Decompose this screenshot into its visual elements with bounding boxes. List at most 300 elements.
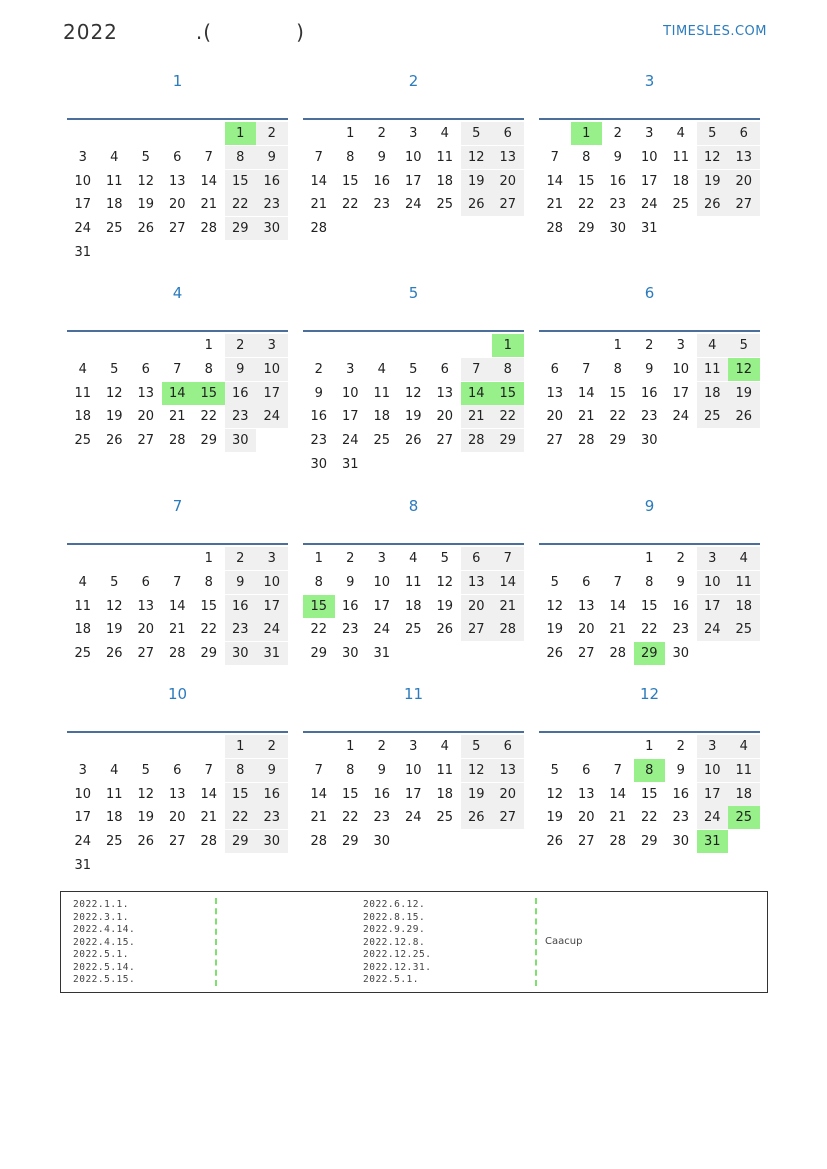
day-cell: 2 xyxy=(645,338,654,353)
day-cell: 18 xyxy=(105,197,123,213)
day-cell: 3 xyxy=(78,149,87,165)
month-rule xyxy=(303,543,524,545)
day-cell: 25 xyxy=(436,810,454,826)
day-cell: 24 xyxy=(373,622,391,638)
day-cell: 7 xyxy=(173,361,182,377)
day-cell: 9 xyxy=(645,361,654,377)
day-cell: 9 xyxy=(225,571,257,594)
day-cell: 24 xyxy=(256,618,288,641)
day-cell: 18 xyxy=(373,409,391,425)
day-cell: 27 xyxy=(168,221,186,237)
day-cell: 6 xyxy=(173,762,182,778)
day-cell: 8 xyxy=(204,574,213,590)
day-cell: 27 xyxy=(137,433,155,449)
day-cell: 7 xyxy=(613,574,622,590)
day-cell: 29 xyxy=(609,433,627,449)
day-cell: 15 xyxy=(341,786,359,802)
legend-date: 2022.9.29. xyxy=(363,924,426,935)
day-cell: 20 xyxy=(492,170,524,193)
day-cell: 15 xyxy=(303,595,335,618)
day-cell: 31 xyxy=(74,245,92,260)
day-cell: 29 xyxy=(634,642,666,665)
month-rule xyxy=(303,118,524,120)
day-cell: 18 xyxy=(697,382,729,405)
day-cell: 21 xyxy=(546,197,564,213)
month-rule xyxy=(539,543,760,545)
day-cell: 7 xyxy=(173,574,182,590)
month-name: 3 xyxy=(644,72,655,90)
day-cell: 27 xyxy=(728,193,760,216)
legend-date: 2022.12.31. xyxy=(363,961,432,973)
day-cell: 7 xyxy=(582,361,591,377)
day-cell: 8 xyxy=(613,361,622,377)
month-rule xyxy=(67,330,288,332)
day-cell: 27 xyxy=(492,806,524,829)
day-cell: 7 xyxy=(204,762,213,778)
day-cell: 27 xyxy=(137,646,155,662)
day-cell: 21 xyxy=(310,197,328,213)
day-cell: 2 xyxy=(613,126,622,141)
legend-date: 2022.12.25. xyxy=(363,949,432,960)
day-cell: 4 xyxy=(697,334,729,357)
title-year: 2022 xyxy=(63,20,118,44)
day-cell: 4 xyxy=(440,126,449,141)
day-cell: 12 xyxy=(697,146,729,169)
day-cell: 1 xyxy=(204,551,213,566)
day-cell: 8 xyxy=(634,759,666,782)
day-cell: 30 xyxy=(341,646,359,662)
day-cell: 23 xyxy=(640,409,658,425)
day-cell: 27 xyxy=(168,834,186,850)
day-cell: 17 xyxy=(640,173,658,189)
legend-date: 2022.5.15. xyxy=(73,974,136,985)
day-cell: 17 xyxy=(74,810,92,826)
day-cell: 29 xyxy=(200,646,218,662)
day-cell: 8 xyxy=(314,574,323,590)
day-cell: 21 xyxy=(492,595,524,618)
day-cell: 26 xyxy=(697,193,729,216)
month-rule xyxy=(539,330,760,332)
month-name: 2 xyxy=(408,72,419,90)
day-cell: 3 xyxy=(409,739,418,754)
legend-date: 2022.8.15. xyxy=(363,911,426,923)
day-cell: 17 xyxy=(404,786,422,802)
day-cell: 14 xyxy=(609,598,627,614)
day-cell: 26 xyxy=(546,646,564,662)
month-rule xyxy=(67,543,288,545)
day-cell: 16 xyxy=(609,173,627,189)
day-cell: 16 xyxy=(225,382,257,405)
day-cell: 26 xyxy=(137,221,155,237)
day-cell: 16 xyxy=(672,786,690,802)
day-cell: 8 xyxy=(346,762,355,778)
day-cell: 1 xyxy=(613,338,622,353)
day-cell: 3 xyxy=(697,735,729,758)
day-cell: 20 xyxy=(168,197,186,213)
day-cell: 19 xyxy=(728,382,760,405)
day-cell: 23 xyxy=(341,622,359,638)
day-cell: 31 xyxy=(640,221,658,237)
day-cell: 16 xyxy=(672,598,690,614)
day-cell: 25 xyxy=(697,405,729,428)
day-cell: 23 xyxy=(225,618,257,641)
day-cell: 17 xyxy=(697,783,729,806)
day-cell: 28 xyxy=(310,834,328,850)
day-cell: 4 xyxy=(676,126,685,141)
day-cell: 2 xyxy=(377,126,386,141)
day-cell: 24 xyxy=(404,197,422,213)
day-cell: 20 xyxy=(461,595,493,618)
day-cell: 10 xyxy=(74,786,92,802)
day-cell: 24 xyxy=(672,409,690,425)
legend-date: 2022.5.1. xyxy=(73,949,129,960)
day-cell: 11 xyxy=(436,149,454,165)
month-name: 6 xyxy=(644,284,655,302)
day-cell: 23 xyxy=(672,622,690,638)
day-cell: 25 xyxy=(728,806,760,829)
legend-separator xyxy=(535,898,537,986)
day-cell: 22 xyxy=(577,197,595,213)
day-cell: 14 xyxy=(200,786,218,802)
day-cell: 24 xyxy=(74,834,92,850)
month-name: 1 xyxy=(172,72,183,90)
day-cell: 4 xyxy=(409,551,418,566)
day-cell: 23 xyxy=(310,433,328,449)
day-cell: 15 xyxy=(200,598,218,614)
day-cell: 30 xyxy=(609,221,627,237)
day-cell: 7 xyxy=(461,358,493,381)
day-cell: 24 xyxy=(256,405,288,428)
day-cell: 20 xyxy=(137,622,155,638)
day-cell: 12 xyxy=(436,574,454,590)
month-name: 7 xyxy=(172,497,183,515)
day-cell: 16 xyxy=(256,170,288,193)
day-cell: 26 xyxy=(436,622,454,638)
day-cell: 13 xyxy=(461,571,493,594)
day-cell: 6 xyxy=(461,547,493,570)
day-cell: 10 xyxy=(256,358,288,381)
day-cell: 15 xyxy=(193,382,225,405)
day-cell: 22 xyxy=(200,622,218,638)
day-cell: 20 xyxy=(168,810,186,826)
day-cell: 20 xyxy=(137,409,155,425)
day-cell: 27 xyxy=(577,646,595,662)
day-cell: 21 xyxy=(168,409,186,425)
day-cell: 25 xyxy=(105,834,123,850)
day-cell: 3 xyxy=(676,338,685,353)
day-cell: 28 xyxy=(168,646,186,662)
day-cell: 2 xyxy=(225,547,257,570)
day-cell: 23 xyxy=(373,197,391,213)
day-cell: 30 xyxy=(256,217,288,240)
day-cell: 10 xyxy=(697,759,729,782)
day-cell: 23 xyxy=(256,806,288,829)
legend-separator xyxy=(215,898,217,986)
day-cell: 18 xyxy=(728,783,760,806)
day-cell: 7 xyxy=(550,149,559,165)
day-cell: 6 xyxy=(141,574,150,590)
day-cell: 21 xyxy=(577,409,595,425)
day-cell: 19 xyxy=(105,622,123,638)
legend-note: Caacup xyxy=(545,936,583,947)
day-cell: 14 xyxy=(310,173,328,189)
day-cell: 4 xyxy=(78,361,87,377)
day-cell: 22 xyxy=(341,197,359,213)
legend-date: 2022.6.12. xyxy=(363,899,426,910)
day-cell: 26 xyxy=(137,834,155,850)
day-cell: 29 xyxy=(200,433,218,449)
day-cell: 4 xyxy=(110,149,119,165)
day-cell: 26 xyxy=(105,646,123,662)
day-cell: 12 xyxy=(137,786,155,802)
month-rule xyxy=(67,118,288,120)
day-cell: 17 xyxy=(74,197,92,213)
day-cell: 8 xyxy=(645,574,654,590)
day-cell: 30 xyxy=(373,834,391,850)
day-cell: 26 xyxy=(461,806,493,829)
day-cell: 5 xyxy=(697,122,729,145)
day-cell: 1 xyxy=(314,551,323,566)
day-cell: 10 xyxy=(640,149,658,165)
day-cell: 1 xyxy=(204,338,213,353)
day-cell: 3 xyxy=(256,547,288,570)
legend-date: 2022.4.14. xyxy=(73,924,136,935)
day-cell: 18 xyxy=(74,409,92,425)
day-cell: 11 xyxy=(728,759,760,782)
day-cell: 21 xyxy=(310,810,328,826)
day-cell: 11 xyxy=(404,574,422,590)
day-cell: 14 xyxy=(310,786,328,802)
day-cell: 23 xyxy=(225,405,257,428)
day-cell: 13 xyxy=(137,385,155,401)
day-cell: 15 xyxy=(492,382,524,405)
day-cell: 9 xyxy=(676,762,685,778)
day-cell: 23 xyxy=(672,810,690,826)
day-cell: 17 xyxy=(697,595,729,618)
day-cell: 28 xyxy=(200,834,218,850)
day-cell: 22 xyxy=(640,622,658,638)
day-cell: 2 xyxy=(256,122,288,145)
day-cell: 25 xyxy=(74,646,92,662)
day-cell: 1 xyxy=(645,739,654,754)
holiday-legend xyxy=(60,891,768,993)
day-cell: 3 xyxy=(377,551,386,566)
day-cell: 14 xyxy=(168,598,186,614)
day-cell: 8 xyxy=(225,759,257,782)
day-cell: 4 xyxy=(728,735,760,758)
day-cell: 15 xyxy=(225,170,257,193)
day-cell: 11 xyxy=(105,173,123,189)
day-cell: 16 xyxy=(640,385,658,401)
day-cell: 28 xyxy=(546,221,564,237)
day-cell: 28 xyxy=(577,433,595,449)
month-name: 8 xyxy=(408,497,419,515)
day-cell: 11 xyxy=(672,149,690,165)
day-cell: 1 xyxy=(571,122,603,145)
day-cell: 19 xyxy=(137,810,155,826)
day-cell: 16 xyxy=(341,598,359,614)
day-cell: 14 xyxy=(609,786,627,802)
day-cell: 11 xyxy=(74,385,92,401)
day-cell: 19 xyxy=(436,598,454,614)
day-cell: 28 xyxy=(310,221,328,237)
legend-date: 2022.5.14. xyxy=(73,961,136,973)
day-cell: 22 xyxy=(225,806,257,829)
day-cell: 22 xyxy=(225,193,257,216)
day-cell: 21 xyxy=(200,810,218,826)
day-cell: 22 xyxy=(341,810,359,826)
day-cell: 16 xyxy=(256,783,288,806)
month-name: 9 xyxy=(644,497,655,515)
day-cell: 7 xyxy=(314,149,323,165)
day-cell: 29 xyxy=(492,429,524,452)
day-cell: 3 xyxy=(645,126,654,141)
day-cell: 17 xyxy=(404,173,422,189)
legend-date: 2022.4.15. xyxy=(73,936,136,948)
day-cell: 18 xyxy=(74,622,92,638)
day-cell: 24 xyxy=(341,433,359,449)
day-cell: 19 xyxy=(461,783,493,806)
day-cell: 19 xyxy=(461,170,493,193)
day-cell: 8 xyxy=(492,358,524,381)
day-cell: 4 xyxy=(728,547,760,570)
day-cell: 10 xyxy=(74,173,92,189)
day-cell: 18 xyxy=(728,595,760,618)
day-cell: 12 xyxy=(461,146,493,169)
day-cell: 12 xyxy=(728,358,760,381)
day-cell: 15 xyxy=(577,173,595,189)
day-cell: 17 xyxy=(256,382,288,405)
day-cell: 11 xyxy=(436,762,454,778)
day-cell: 6 xyxy=(582,574,591,590)
day-cell: 1 xyxy=(492,334,524,357)
day-cell: 10 xyxy=(256,571,288,594)
day-cell: 18 xyxy=(105,810,123,826)
day-cell: 11 xyxy=(728,571,760,594)
day-cell: 29 xyxy=(310,646,328,662)
day-cell: 25 xyxy=(373,433,391,449)
day-cell: 10 xyxy=(404,762,422,778)
day-cell: 12 xyxy=(105,385,123,401)
day-cell: 1 xyxy=(645,551,654,566)
day-cell: 30 xyxy=(672,646,690,662)
brand-link[interactable]: TIMESLES.COM xyxy=(663,24,767,39)
day-cell: 27 xyxy=(492,193,524,216)
day-cell: 2 xyxy=(676,739,685,754)
day-cell: 24 xyxy=(640,197,658,213)
day-cell: 13 xyxy=(492,759,524,782)
day-cell: 24 xyxy=(74,221,92,237)
day-cell: 26 xyxy=(461,193,493,216)
day-cell: 20 xyxy=(577,810,595,826)
day-cell: 19 xyxy=(105,409,123,425)
day-cell: 30 xyxy=(256,830,288,853)
day-cell: 6 xyxy=(141,361,150,377)
day-cell: 20 xyxy=(577,622,595,638)
day-cell: 8 xyxy=(225,146,257,169)
month-rule xyxy=(303,330,524,332)
day-cell: 20 xyxy=(492,783,524,806)
day-cell: 6 xyxy=(173,149,182,165)
month-rule xyxy=(67,731,288,733)
day-cell: 9 xyxy=(225,358,257,381)
day-cell: 3 xyxy=(409,126,418,141)
day-cell: 5 xyxy=(409,361,418,377)
day-cell: 4 xyxy=(110,762,119,778)
day-cell: 30 xyxy=(640,433,658,449)
day-cell: 2 xyxy=(225,334,257,357)
day-cell: 9 xyxy=(314,385,323,401)
day-cell: 2 xyxy=(256,735,288,758)
day-cell: 12 xyxy=(546,598,564,614)
day-cell: 1 xyxy=(225,122,257,145)
day-cell: 5 xyxy=(728,334,760,357)
day-cell: 11 xyxy=(74,598,92,614)
day-cell: 9 xyxy=(256,146,288,169)
day-cell: 4 xyxy=(78,574,87,590)
day-cell: 20 xyxy=(728,170,760,193)
day-cell: 16 xyxy=(373,173,391,189)
day-cell: 7 xyxy=(613,762,622,778)
day-cell: 20 xyxy=(436,409,454,425)
day-cell: 31 xyxy=(341,457,359,472)
day-cell: 12 xyxy=(461,759,493,782)
day-cell: 1 xyxy=(225,735,257,758)
day-cell: 20 xyxy=(546,409,564,425)
day-cell: 15 xyxy=(609,385,627,401)
day-cell: 10 xyxy=(404,149,422,165)
day-cell: 17 xyxy=(341,409,359,425)
day-cell: 18 xyxy=(436,173,454,189)
month-name: 5 xyxy=(408,284,419,302)
day-cell: 30 xyxy=(310,457,328,472)
day-cell: 21 xyxy=(200,197,218,213)
legend-date: 2022.1.1. xyxy=(73,899,129,910)
day-cell: 5 xyxy=(461,122,493,145)
day-cell: 2 xyxy=(314,361,323,377)
day-cell: 30 xyxy=(672,834,690,850)
day-cell: 13 xyxy=(492,146,524,169)
day-cell: 14 xyxy=(546,173,564,189)
day-cell: 28 xyxy=(461,429,493,452)
day-cell: 17 xyxy=(256,595,288,618)
day-cell: 5 xyxy=(141,149,150,165)
day-cell: 27 xyxy=(577,834,595,850)
month-rule xyxy=(539,118,760,120)
title-dot: .( xyxy=(195,20,213,44)
day-cell: 18 xyxy=(404,598,422,614)
day-cell: 16 xyxy=(310,409,328,425)
day-cell: 2 xyxy=(676,551,685,566)
day-cell: 16 xyxy=(225,595,257,618)
day-cell: 23 xyxy=(373,810,391,826)
day-cell: 4 xyxy=(440,739,449,754)
day-cell: 17 xyxy=(373,598,391,614)
day-cell: 25 xyxy=(728,618,760,641)
month-rule xyxy=(539,731,760,733)
day-cell: 28 xyxy=(200,221,218,237)
day-cell: 21 xyxy=(461,405,493,428)
day-cell: 23 xyxy=(609,197,627,213)
day-cell: 24 xyxy=(697,806,729,829)
day-cell: 14 xyxy=(461,382,493,405)
day-cell: 22 xyxy=(200,409,218,425)
day-cell: 12 xyxy=(546,786,564,802)
calendar-title xyxy=(63,20,305,44)
day-cell: 5 xyxy=(141,762,150,778)
day-cell: 3 xyxy=(346,361,355,377)
day-cell: 29 xyxy=(341,834,359,850)
